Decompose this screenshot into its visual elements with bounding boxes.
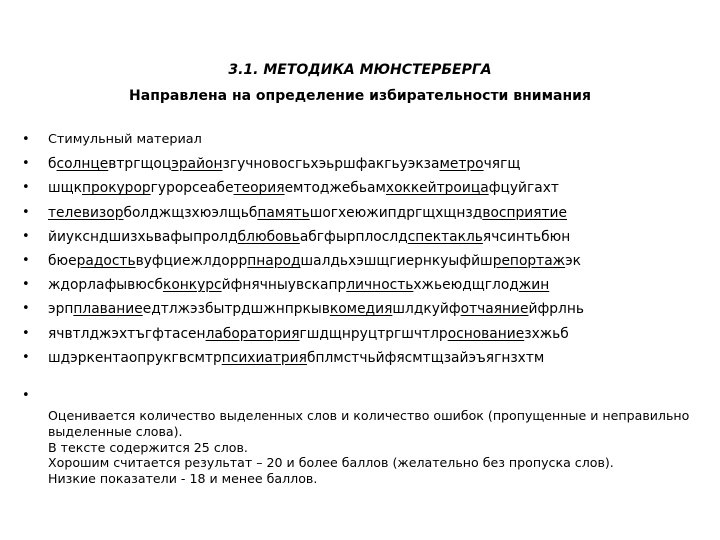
letter-sequence: згучновосгьхэьршфакгьуэкза (222, 156, 440, 173)
hidden-word: память (257, 204, 310, 221)
hidden-word: хоккей (385, 180, 437, 197)
letter-sequence: фцуйгахт (488, 180, 559, 197)
letter-sequence: чягщ (483, 156, 521, 173)
bullet-icon: • (22, 252, 30, 268)
bullet-icon: • (22, 156, 30, 172)
bullet-icon: • (22, 132, 30, 147)
stimulus-row (22, 201, 702, 225)
hidden-word: восприятие (482, 204, 568, 221)
hidden-word: спектакль (407, 228, 483, 245)
letter-sequence: йиуксндшизхьвафыпролд (48, 228, 238, 245)
hidden-word: жин (518, 277, 550, 294)
stimulus-list (22, 128, 702, 370)
hidden-word: лаборатория (205, 325, 300, 342)
letter-sequence: ячвтлджэхтъгфтасен (48, 325, 206, 342)
page-title: 3.1. МЕТОДИКА МЮНСТЕРБЕРГА (228, 62, 492, 78)
list-item-header (22, 128, 702, 152)
stimulus-row (22, 346, 702, 370)
stimulus-row (22, 225, 702, 249)
hidden-word: отчаяние (460, 301, 529, 318)
stimulus-header: Стимульный материал (48, 132, 202, 147)
stimulus-row (22, 322, 702, 346)
hidden-word: конкурс (162, 277, 222, 294)
hidden-word: солнце (56, 156, 109, 173)
bullet-icon: • (22, 180, 30, 196)
letter-sequence: шщк (48, 180, 82, 197)
bullet-icon: • (22, 204, 30, 220)
letter-sequence: бплмстчьйфясмтщзайэъягнзхтм (306, 349, 545, 366)
bullet-icon: • (22, 325, 30, 341)
hidden-word: эрайон (171, 156, 223, 173)
stimulus-row (22, 176, 702, 200)
hidden-word: пнарод (247, 252, 301, 269)
letter-sequence: шогхеюжипдргщхщнзд (309, 204, 483, 221)
letter-sequence: ячсинтьбюн (482, 228, 571, 245)
hidden-word: комедия (329, 301, 393, 318)
letter-sequence: хжьеюдщглод (413, 277, 519, 294)
bullet-icon: • (22, 301, 30, 317)
note-low-result: Низкие показатели - 18 и менее баллов. (48, 471, 318, 487)
hidden-word: троица (436, 180, 489, 197)
letter-sequence: шалдьхэшщгиернкуыфйш (300, 252, 493, 269)
letter-sequence: гурорсеабе (150, 180, 234, 197)
notes-block (48, 408, 698, 487)
page-subtitle: Направлена на определение избирательности внимания (129, 88, 591, 104)
letter-sequence: едтлжэзбытрдшжнпркыв (142, 301, 330, 318)
letter-sequence: шдэркентаопрукгвсмтр (48, 349, 222, 366)
letter-sequence: втргщоц (108, 156, 172, 173)
stimulus-row (22, 152, 702, 176)
hidden-word: метро (439, 156, 484, 173)
letter-sequence: шлдкуйф (392, 301, 461, 318)
bullet-icon: • (22, 388, 30, 403)
bullet-icon: • (22, 277, 30, 293)
letter-sequence: эрп (48, 301, 74, 318)
stimulus-row (22, 273, 702, 297)
note-good-result: Хорошим считается результат – 20 и более баллов (желательно без пропуска слов). (48, 455, 614, 471)
hidden-word: психиатрия (221, 349, 307, 366)
letter-sequence: болджщзхюэлщьб (123, 204, 258, 221)
hidden-word: теория (233, 180, 285, 197)
hidden-word: личность (346, 277, 414, 294)
letter-sequence: вуфциежлдорр (135, 252, 248, 269)
bullet-icon: • (22, 349, 30, 365)
hidden-word: блюбовь (237, 228, 300, 245)
letter-sequence: эк (565, 252, 581, 269)
hidden-word: прокурор (81, 180, 151, 197)
hidden-word: радость (76, 252, 136, 269)
letter-sequence: гшдщнруцтргшчтлр (299, 325, 448, 342)
note-word-count: В тексте содержится 25 слов. (48, 439, 248, 455)
letter-sequence: емтоджебьам (284, 180, 386, 197)
bullet-icon: • (22, 228, 30, 244)
letter-sequence: йфрлнь (528, 301, 584, 318)
hidden-word: репортаж (492, 252, 566, 269)
note-scoring: Оценивается количество выделенных слов и количество ошибок (пропущенные и неправильно выделенные слова). (48, 408, 690, 439)
hidden-word: основание (447, 325, 525, 342)
letter-sequence: абгфырплослд (299, 228, 408, 245)
stimulus-row (22, 297, 702, 321)
stimulus-row (22, 249, 702, 273)
letter-sequence: б (48, 156, 57, 173)
letter-sequence: зхжьб (524, 325, 569, 342)
letter-sequence: ждорлафывюсб (48, 277, 163, 294)
hidden-word: плавание (73, 301, 143, 318)
letter-sequence: бюе (48, 252, 77, 269)
letter-sequence: йфнячныувскапр (221, 277, 347, 294)
hidden-word: телевизор (48, 204, 124, 221)
